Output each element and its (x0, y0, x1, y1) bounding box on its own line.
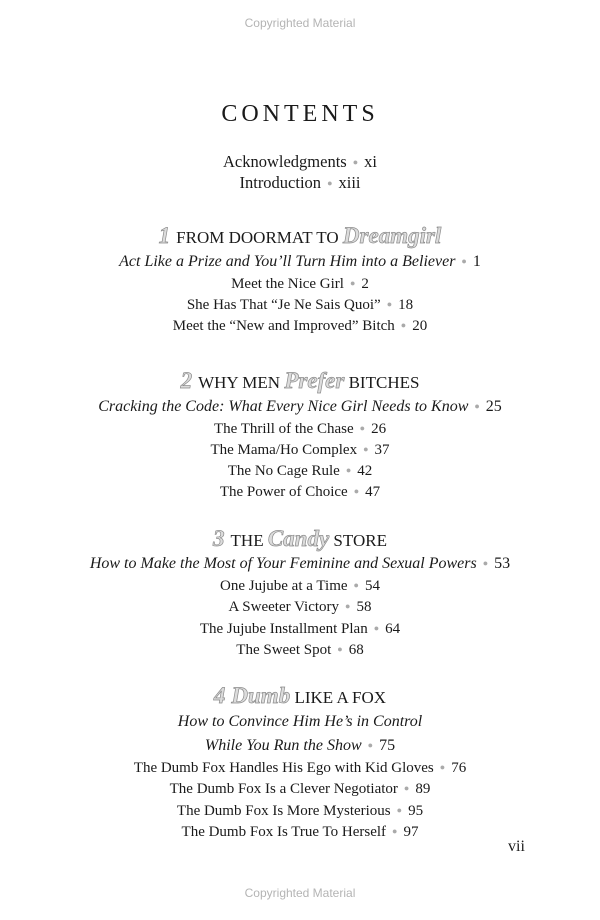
section-title: The Dumb Fox Is More Mysterious (176, 803, 391, 819)
section-title: A Sweeter Victory (228, 599, 340, 615)
page-title: CONTENTS (221, 101, 379, 127)
separator-dot-icon: ● (337, 644, 343, 654)
subtitle-page: 53 (494, 555, 511, 572)
section-page: 20 (412, 318, 428, 334)
entry-title: Introduction (239, 173, 322, 192)
separator-dot-icon: ● (349, 278, 356, 288)
section-title: Meet the “New and Improved” Bitch (172, 318, 395, 334)
chapter-1-subtitle[interactable] (0, 252, 600, 273)
section-title: The Sweet Spot (236, 642, 332, 658)
section-page: 42 (357, 463, 373, 479)
toc-section[interactable] (0, 576, 600, 597)
entry-title: Acknowledgments (222, 152, 347, 171)
section-title: The Dumb Fox Handles His Ego with Kid Gloves (133, 760, 434, 776)
separator-dot-icon: ● (482, 558, 489, 568)
chapter-number: 1 (158, 223, 171, 248)
subtitle-text: How to Convince Him He’s in Control (177, 713, 423, 730)
chapter-4-subtitle-line-2[interactable] (0, 736, 600, 757)
toc-section[interactable] (0, 779, 600, 800)
toc-section[interactable] (0, 440, 600, 461)
toc-section[interactable] (0, 597, 600, 618)
toc-section[interactable] (0, 619, 600, 640)
subtitle-text: Act Like a Prize and You’ll Turn Him into a Believer (119, 253, 456, 270)
chapter-4-heading[interactable] (0, 684, 600, 710)
page-number: vii (508, 838, 525, 855)
chapter-number: 2 (180, 368, 193, 393)
toc-entry-acknowledgments[interactable] (0, 152, 600, 174)
section-page: 64 (385, 621, 401, 637)
subtitle-page: 75 (379, 737, 396, 754)
subtitle-page: 1 (472, 253, 481, 270)
separator-dot-icon: ● (345, 465, 352, 475)
chapter-title-decorative: Dreamgirl (342, 223, 442, 248)
section-title: The Dumb Fox Is True To Herself (181, 824, 387, 840)
section-page: 76 (451, 760, 467, 776)
subtitle-text: While You Run the Show (204, 737, 362, 754)
entry-page: xiii (338, 173, 361, 192)
toc-section[interactable] (0, 640, 600, 661)
separator-dot-icon: ● (353, 486, 360, 496)
section-page: 37 (374, 442, 390, 458)
section-page: 26 (371, 421, 387, 437)
subtitle-text: How to Make the Most of Your Feminine and Sexual Powers (89, 555, 477, 572)
toc-section[interactable] (0, 758, 600, 779)
separator-dot-icon: ● (363, 444, 369, 454)
separator-dot-icon: ● (367, 740, 374, 750)
toc-section[interactable] (0, 295, 600, 316)
section-title: One Jujube at a Time (220, 578, 348, 594)
section-title: The Mama/Ho Complex (210, 442, 358, 458)
chapter-number: 3 (213, 526, 225, 551)
toc-section[interactable] (0, 801, 600, 822)
section-page: 95 (408, 803, 424, 819)
separator-dot-icon: ● (392, 826, 398, 836)
chapter-title-pre: WHY MEN (198, 373, 285, 392)
separator-dot-icon: ● (345, 601, 351, 611)
chapter-title-decorative: Candy (267, 526, 330, 551)
subtitle-text: Cracking the Code: What Every Nice Girl Needs to Know (98, 398, 469, 415)
section-title: She Has That “Je Ne Sais Quoi” (186, 297, 381, 313)
section-page: 68 (348, 642, 364, 658)
separator-dot-icon: ● (359, 423, 366, 433)
toc-section[interactable] (0, 316, 600, 337)
watermark-top: Copyrighted Material (244, 16, 356, 30)
separator-dot-icon: ● (373, 623, 380, 633)
toc-section[interactable] (0, 482, 600, 503)
separator-dot-icon: ● (439, 762, 446, 772)
separator-dot-icon: ● (352, 157, 359, 167)
section-page: 47 (365, 484, 381, 500)
section-page: 97 (403, 824, 419, 840)
chapter-title-post: BITCHES (344, 373, 420, 392)
chapter-title-decorative: Dumb (231, 683, 291, 708)
chapter-title-post: STORE (329, 531, 387, 550)
entry-page: xi (364, 152, 377, 171)
chapter-2-subtitle[interactable] (0, 397, 600, 418)
watermark-bottom: Copyrighted Material (244, 886, 356, 900)
section-page: 2 (361, 276, 369, 292)
section-title: The Jujube Installment Plan (199, 621, 368, 637)
chapter-3-heading[interactable] (0, 527, 600, 553)
separator-dot-icon: ● (327, 178, 333, 188)
section-title: Meet the Nice Girl (231, 276, 344, 292)
separator-dot-icon: ● (400, 320, 407, 330)
section-title: The Dumb Fox Is a Clever Negotiator (169, 781, 398, 797)
section-page: 89 (415, 781, 431, 797)
chapter-3-subtitle[interactable] (0, 554, 600, 575)
toc-section[interactable] (0, 461, 600, 482)
separator-dot-icon: ● (386, 299, 393, 309)
toc-section[interactable] (0, 419, 600, 440)
section-title: The Power of Choice (219, 484, 348, 500)
chapter-number: 4 (213, 683, 226, 708)
section-page: 58 (356, 599, 372, 615)
separator-dot-icon: ● (461, 256, 467, 266)
chapter-title-decorative: Prefer (284, 368, 345, 393)
toc-section[interactable] (0, 274, 600, 295)
section-title: The Thrill of the Chase (213, 421, 354, 437)
toc-entry-introduction[interactable] (0, 173, 600, 195)
separator-dot-icon: ● (403, 783, 410, 793)
section-page: 54 (364, 578, 380, 594)
chapter-title-pre: FROM DOORMAT TO (176, 228, 343, 247)
chapter-title-post: LIKE A FOX (290, 688, 387, 707)
chapter-4-subtitle-line-1[interactable] (0, 712, 600, 732)
section-page: 18 (398, 297, 414, 313)
chapter-1-heading[interactable] (0, 224, 600, 250)
section-title: The No Cage Rule (227, 463, 340, 479)
chapter-title-pre: THE (230, 531, 268, 550)
separator-dot-icon: ● (396, 805, 403, 815)
separator-dot-icon: ● (353, 580, 359, 590)
chapter-2-heading[interactable] (0, 369, 600, 395)
separator-dot-icon: ● (474, 401, 480, 411)
subtitle-page: 25 (485, 398, 502, 415)
